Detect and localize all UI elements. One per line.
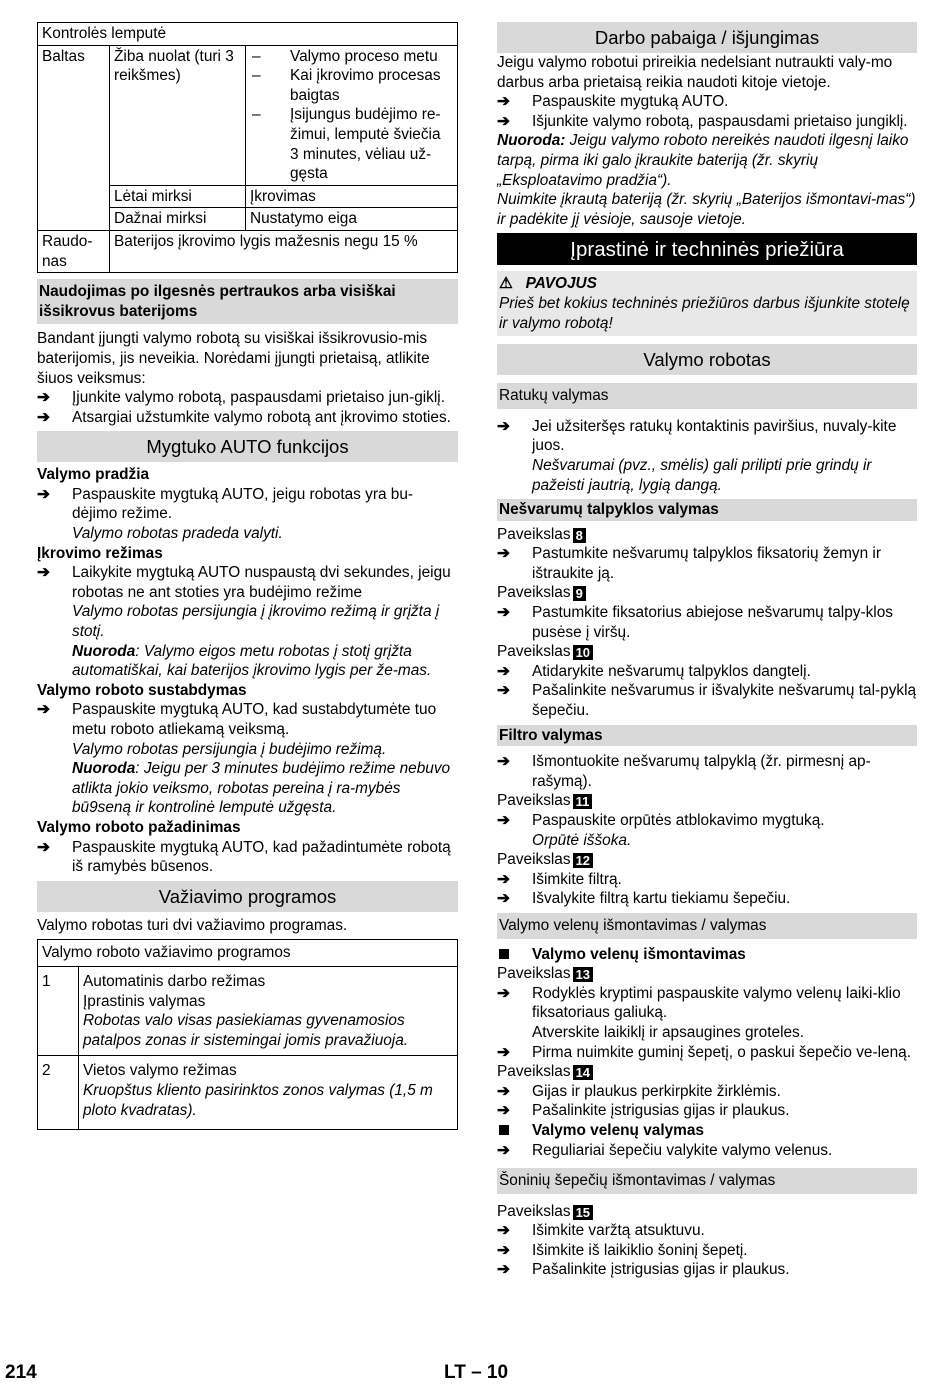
end-note: Nuoroda: Jeigu valymo roboto nereikės naudoti ilgesnį laiko tarpą, pirma iki galo įkraukite bateriją (žr. skyrių „Eksploatavimo pradžia“). bbox=[497, 132, 909, 189]
figure-ref: Paveikslas 14 bbox=[497, 1062, 917, 1082]
subsection: Valymo velenų valymas bbox=[497, 1121, 917, 1141]
wheels-result: Nešvarumai (pvz., smėlis) gali prilipti prie grindų ir pažeisti jautrią, lygią dangą. bbox=[532, 456, 872, 494]
step: ➔ Paspauskite mygtuką AUTO, kad sustabdytumėte tuo metu roboto atliekamą veiksmą. bbox=[37, 701, 437, 738]
filter-heading: Filtro valymas bbox=[497, 725, 917, 747]
figure-number: 8 bbox=[573, 528, 586, 543]
language-page: LT – 10 bbox=[444, 1362, 509, 1383]
lamp-table-title: Kontrolės lemputė bbox=[42, 25, 167, 42]
arrow-icon: ➔ bbox=[37, 838, 50, 856]
danger-label: PAVOJUS bbox=[525, 275, 597, 293]
start-result: Valymo robotas pradeda valyti. bbox=[72, 525, 283, 543]
arrow-icon: ➔ bbox=[497, 662, 510, 680]
fast-label: Dažnai mirksi bbox=[110, 208, 246, 231]
charge-note: Nuoroda: Valymo eigos metu robotas į stotį grįžta automatiškai, kai baterijos įkrovimo lygis per že-mas. bbox=[72, 642, 432, 680]
left-column bbox=[37, 22, 458, 1130]
arrow-icon: ➔ bbox=[497, 93, 510, 111]
solid-label: Žiba nuolat (turi 3 reikšmes) bbox=[110, 45, 246, 185]
step: ➔ Paspauskite orpūtės atblokavimo mygtuką. bbox=[497, 812, 825, 829]
arrow-icon: ➔ bbox=[497, 1261, 510, 1279]
end-heading: Darbo pabaiga / išjungimas bbox=[497, 22, 917, 53]
lamp-table bbox=[37, 22, 458, 273]
step: ➔ Pirma nuimkite guminį šepetį, o paskui šepečio ve-leną. bbox=[497, 1043, 911, 1061]
start-title: Valymo pradžia bbox=[37, 466, 150, 484]
arrow-icon: ➔ bbox=[497, 1102, 510, 1120]
square-bullet-icon bbox=[497, 945, 532, 965]
arrow-icon: ➔ bbox=[37, 485, 50, 503]
step: ➔ Išvalykite filtrą kartu tiekiamu šepečiu. bbox=[497, 890, 791, 908]
danger-box bbox=[497, 271, 917, 336]
step: ➔ Pastumkite fiksatorius abiejose nešvarumų talpy-klos pusėse į viršų. bbox=[497, 604, 893, 641]
arrow-icon: ➔ bbox=[497, 890, 510, 908]
arrow-icon: ➔ bbox=[497, 984, 510, 1002]
figure-ref: Paveikslas 12 bbox=[497, 850, 917, 870]
wheels-heading: Ratukų valymas bbox=[497, 383, 917, 409]
programs-table-header: Valymo roboto važiavimo programos bbox=[38, 940, 458, 967]
side-heading: Šoninių šepečių išmontavimas / valymas bbox=[497, 1168, 917, 1194]
solid-items bbox=[246, 45, 458, 185]
arrow-icon: ➔ bbox=[497, 112, 510, 130]
right-column bbox=[497, 22, 917, 1280]
step: ➔ Gijas ir plaukus perkirpkite žirklėmis. bbox=[497, 1082, 781, 1100]
fast-value: Nustatymo eiga bbox=[246, 208, 458, 231]
end-note-2: Nuimkite įkrautą bateriją (žr. skyrių „Baterijos išmontavi-mas“) ir padėkite jį vėsioje, sausoje vietoje. bbox=[497, 191, 916, 228]
solid-item: – Kai įkrovimo procesas baigtas bbox=[252, 67, 441, 104]
figure-ref: Paveikslas 13 bbox=[497, 964, 917, 984]
step: ➔ Reguliariai šepečiu valykite valymo velenus. bbox=[497, 1141, 833, 1159]
figure-number: 9 bbox=[573, 586, 586, 601]
red-label: Raudo-nas bbox=[38, 230, 110, 272]
step: ➔ Išjunkite valymo robotą, paspausdami prietaiso jungiklį. bbox=[497, 112, 908, 130]
step: ➔ Atidarykite nešvarumų talpyklos dangtelį. bbox=[497, 662, 811, 680]
step: ➔ Išimkite iš laikiklio šoninį šepetį. bbox=[497, 1241, 748, 1259]
step: ➔ Rodyklės kryptimi paspauskite valymo velenų laiki-klio fiksatoriaus galiuką. bbox=[497, 984, 901, 1022]
figure-ref: Paveikslas 9 bbox=[497, 583, 917, 603]
stop-note: Nuoroda: Jeigu per 3 minutes budėjimo režime nebuvo atlikta jokio veiksmo, robotas pereina į ra-mybės bū9seną ir kontrolinė lemputė užgęsta. bbox=[72, 760, 451, 817]
figure-number: 15 bbox=[573, 1205, 593, 1220]
robot-heading: Valymo robotas bbox=[497, 344, 917, 375]
arrow-icon: ➔ bbox=[497, 753, 510, 771]
lamp-table-header bbox=[38, 23, 458, 46]
stop-result: Valymo robotas persijungia į budėjimo režimą. bbox=[72, 740, 387, 758]
figure-number: 11 bbox=[573, 794, 593, 809]
stop-title: Valymo roboto sustabdymas bbox=[37, 681, 247, 699]
white-label: Baltas bbox=[38, 45, 110, 230]
arrow-icon: ➔ bbox=[497, 545, 510, 563]
arrow-icon: ➔ bbox=[497, 1241, 510, 1259]
figure-number: 13 bbox=[573, 967, 593, 982]
step: ➔ Jei užsiteršęs ratukų kontaktinis paviršius, nuvaly-kite juos. bbox=[497, 417, 897, 455]
long-pause-intro: Bandant įjungti valymo robotą su visiškai išsikrovusio-mis baterijomis, jis neveikia. Norėdami įjungti prietaisą, atlikite šiuos veiksmus: bbox=[37, 330, 430, 387]
arrow-icon: ➔ bbox=[37, 389, 50, 407]
arrow-icon: ➔ bbox=[497, 1043, 510, 1061]
arrow-icon: ➔ bbox=[497, 682, 510, 700]
wake-title: Valymo roboto pažadinimas bbox=[37, 818, 241, 836]
programs-intro: Valymo robotas turi dvi važiavimo programas. bbox=[37, 916, 348, 934]
step: ➔ Pašalinkite nešvarumus ir išvalykite nešvarumų tal-pyklą šepečiu. bbox=[497, 682, 917, 720]
arrow-icon: ➔ bbox=[497, 417, 510, 435]
slow-label: Lėtai mirksi bbox=[110, 185, 246, 208]
step: ➔ Paspauskite mygtuką AUTO. bbox=[497, 93, 729, 111]
danger-text: Prieš bet kokius techninės priežiūros darbus išjunkite stotelę ir valymo robotą! bbox=[499, 294, 910, 332]
filter-result: Orpūtė iššoka. bbox=[532, 831, 632, 849]
arrow-icon: ➔ bbox=[497, 870, 510, 888]
charge-title: Įkrovimo režimas bbox=[37, 544, 163, 562]
solid-item: – Įsijungus budėjimo re-žimui, lemputė šviečia 3 minutes, vėliau už-gęsta bbox=[252, 106, 441, 183]
arrow-icon: ➔ bbox=[497, 604, 510, 622]
charge-result: Valymo robotas persijungia į įkrovimo režimą ir grįžta į stotį. bbox=[72, 603, 440, 641]
step: ➔ Pašalinkite įstrigusias gijas ir plaukus. bbox=[497, 1261, 790, 1279]
step: ➔ Išimkite varžtą atsuktuvu. bbox=[497, 1222, 705, 1240]
programs-table bbox=[37, 939, 458, 1130]
step: ➔ Išimkite filtrą. bbox=[497, 870, 622, 888]
bin-heading: Nešvarumų talpyklos valymas bbox=[497, 499, 917, 521]
step: ➔ Paspauskite mygtuką AUTO, jeigu robotas yra bu-dėjimo režime. bbox=[37, 485, 414, 523]
page-number: 214 bbox=[5, 1362, 37, 1383]
figure-ref: Paveikslas 11 bbox=[497, 791, 917, 811]
step: ➔ Išmontuokite nešvarumų talpyklą (žr. pirmesnį ap-rašymą). bbox=[497, 753, 871, 790]
long-pause-heading: Naudojimas po ilgesnės pertraukos arba visiškai išsikrovus baterijoms bbox=[37, 279, 458, 324]
figure-ref: Paveikslas 8 bbox=[497, 525, 917, 545]
figure-number: 12 bbox=[573, 853, 593, 868]
arrow-icon: ➔ bbox=[497, 1082, 510, 1100]
figure-ref: Paveikslas 10 bbox=[497, 642, 917, 662]
figure-number: 14 bbox=[573, 1065, 593, 1080]
end-intro: Jeigu valymo robotui prireikia nedelsiant nutraukti valy-mo darbus arba prietaisą reikia naudoti kitoje vietoje. bbox=[497, 54, 893, 91]
arrow-icon: ➔ bbox=[497, 812, 510, 829]
arrow-icon: ➔ bbox=[37, 564, 50, 582]
rollers-step: Atverskite laikiklį ir apsaugines groteles. bbox=[532, 1023, 805, 1041]
step: ➔ Pastumkite nešvarumų talpyklos fiksatorių žemyn ir ištraukite ją. bbox=[497, 545, 881, 582]
step: ➔ Paspauskite mygtuką AUTO, kad pažadintumėte robotą iš ramybės būsenos. bbox=[37, 838, 451, 876]
step: ➔ Įjunkite valymo robotą, paspausdami prietaiso jun-giklį. bbox=[37, 389, 445, 407]
step: ➔ Atsargiai užstumkite valymo robotą ant įkrovimo stoties. bbox=[37, 408, 451, 426]
arrow-icon: ➔ bbox=[37, 408, 50, 426]
arrow-icon: ➔ bbox=[497, 1141, 510, 1159]
arrow-icon: ➔ bbox=[37, 701, 50, 719]
programs-heading: Važiavimo programos bbox=[37, 881, 458, 912]
square-bullet-icon bbox=[497, 1121, 532, 1141]
warning-icon: ⚠ bbox=[499, 275, 513, 293]
solid-item: – Valymo proceso metu bbox=[252, 47, 438, 65]
table-row: 1 Automatinis darbo režimas Įprastinis valymas Robotas valo visas pasiekiamas gyvenamosios patalpos zonas ir sistemingai jomis pravažiuoja. bbox=[38, 966, 458, 1055]
arrow-icon: ➔ bbox=[497, 1222, 510, 1240]
red-value: Baterijos įkrovimo lygis mažesnis negu 15 % bbox=[110, 230, 458, 272]
auto-heading: Mygtuko AUTO funkcijos bbox=[37, 431, 458, 462]
table-row: 2 Vietos valymo režimas Kruopštus kliento pasirinktos zonos valymas (1,5 m ploto kvadratas). bbox=[38, 1056, 458, 1130]
step: ➔ Laikykite mygtuką AUTO nuspaustą dvi sekundes, jeigu robotas ne ant stoties yra budėjimo režime bbox=[37, 564, 451, 601]
subsection: Valymo velenų išmontavimas bbox=[497, 945, 917, 965]
figure-number: 10 bbox=[573, 645, 593, 660]
rollers-heading: Valymo velenų išmontavimas / valymas bbox=[497, 913, 917, 939]
slow-value: Įkrovimas bbox=[246, 185, 458, 208]
step: ➔ Pašalinkite įstrigusias gijas ir plaukus. bbox=[497, 1102, 790, 1120]
maintenance-heading: Įprastinė ir techninės priežiūra bbox=[497, 233, 917, 265]
figure-ref: Paveikslas 15 bbox=[497, 1202, 917, 1222]
